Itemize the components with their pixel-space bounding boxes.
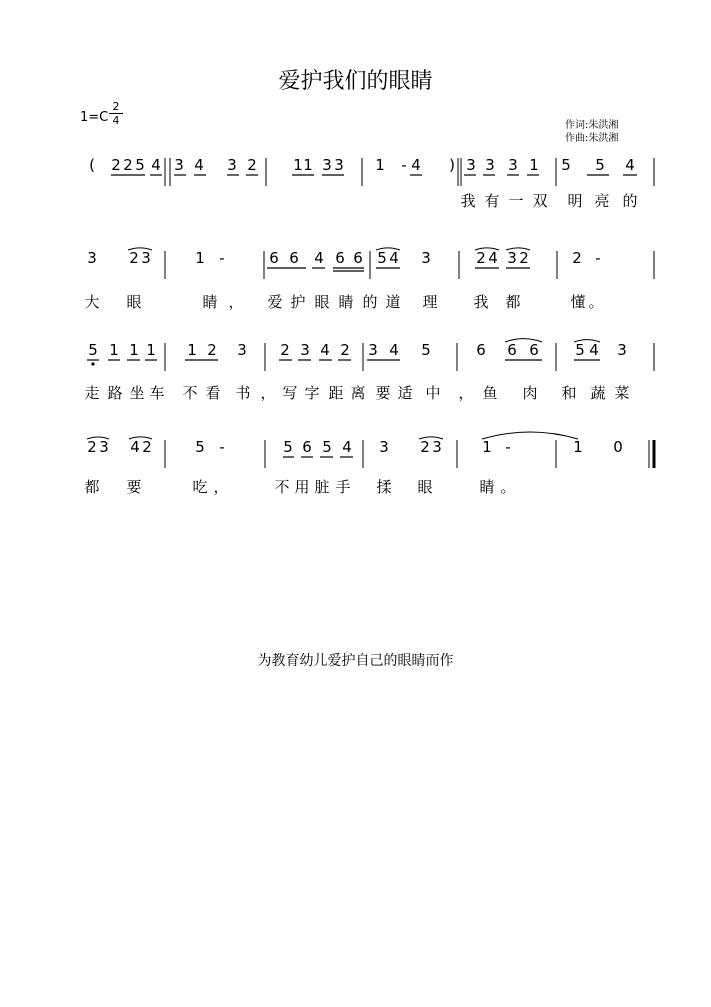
lyric-syllable: 字: [304, 384, 320, 402]
note: 5: [283, 438, 293, 456]
note: 2: [519, 249, 529, 267]
lyric-syllable: 一: [508, 192, 524, 210]
note: 2: [123, 156, 133, 174]
note: 4: [589, 341, 599, 359]
note: 3: [507, 249, 517, 267]
lyric-syllable: 我: [473, 293, 489, 311]
note: 1: [375, 156, 385, 174]
note: 6: [476, 341, 486, 359]
note: 6: [353, 249, 363, 267]
lyric-syllable: 适: [397, 384, 413, 402]
note: 5: [195, 438, 205, 456]
octave-dot: [91, 362, 94, 365]
note: 2: [207, 341, 217, 359]
lyric-syllable: 写: [282, 384, 298, 402]
note: 3: [617, 341, 627, 359]
lyric-syllable: 车: [149, 384, 165, 402]
note: 5: [322, 438, 332, 456]
note: 2: [280, 341, 290, 359]
lyric-syllable: ，: [213, 478, 229, 496]
note: 4: [151, 156, 161, 174]
note: -: [595, 249, 601, 267]
note: -: [505, 438, 511, 456]
lyric-syllable: 蔬: [590, 384, 606, 402]
lyric-syllable: 大: [84, 293, 100, 311]
note: 3: [466, 156, 476, 174]
note: 3: [300, 341, 310, 359]
note: 1: [195, 249, 205, 267]
lyric-syllable: 。: [500, 478, 516, 496]
note: 4: [411, 156, 421, 174]
lyric-syllable: 的: [362, 293, 378, 311]
note: 3: [141, 249, 151, 267]
note: 5: [575, 341, 585, 359]
note: 1: [109, 341, 119, 359]
time-numerator: 2: [109, 100, 123, 114]
lyric-syllable: 护: [290, 293, 306, 311]
note: 5: [88, 341, 98, 359]
note: 4: [342, 438, 352, 456]
key-signature: 1=C: [80, 110, 109, 125]
note: 5: [135, 156, 145, 174]
lyric-syllable: 眼: [417, 478, 433, 496]
note: 2: [572, 249, 582, 267]
note: 2: [87, 438, 97, 456]
note: 2: [247, 156, 257, 174]
note: 3: [87, 249, 97, 267]
note: 5: [595, 156, 605, 174]
note: 4: [625, 156, 635, 174]
note: 2: [420, 438, 430, 456]
lyric-syllable: 睛: [338, 293, 354, 311]
lyric-syllable: 手: [335, 478, 351, 496]
note: 6: [269, 249, 279, 267]
lyric-syllable: 的: [622, 192, 638, 210]
lyric-syllable: 。: [588, 293, 604, 311]
slur: [482, 432, 578, 439]
note: 3: [379, 438, 389, 456]
note: 6: [302, 438, 312, 456]
note: -: [401, 156, 407, 174]
lyric-syllable: 道: [385, 293, 401, 311]
lyric-syllable: 都: [505, 293, 521, 311]
lyric-syllable: 中: [425, 384, 441, 402]
note: 4: [314, 249, 324, 267]
note: 3: [174, 156, 184, 174]
note: 6: [289, 249, 299, 267]
note: 3: [368, 341, 378, 359]
note: 4: [488, 249, 498, 267]
lyric-syllable: 路: [107, 384, 123, 402]
note: 2: [476, 249, 486, 267]
note: 3: [237, 341, 247, 359]
note: 5: [421, 341, 431, 359]
lyric-syllable: 明: [567, 192, 583, 210]
lyric-syllable: 不: [274, 478, 290, 496]
lyric-syllable: ，: [260, 384, 276, 402]
lyric-syllable: 我: [460, 192, 476, 210]
lyric-syllable: 要: [126, 478, 142, 496]
lyric-syllable: 肉: [522, 384, 538, 402]
note: 1: [187, 341, 197, 359]
note: 5: [377, 249, 387, 267]
lyric-syllable: 揉: [376, 478, 392, 496]
note: 3: [432, 438, 442, 456]
lyric-syllable: 双: [532, 192, 548, 210]
lyric-syllable: 距: [328, 384, 344, 402]
note: 1: [129, 341, 139, 359]
note: 4: [389, 341, 399, 359]
lyric-syllable: 睛: [202, 293, 218, 311]
note: 3: [485, 156, 495, 174]
footer-note: 为教育幼儿爱护自己的眼睛而作: [257, 653, 454, 669]
note: 5: [561, 156, 571, 174]
lyric-syllable: 眼: [126, 293, 142, 311]
lyricist-credit: 作词:朱洪湘: [565, 120, 619, 131]
note: 1: [529, 156, 539, 174]
lyric-syllable: 脏: [314, 478, 330, 496]
composer-credit: 作曲:朱洪湘: [565, 133, 619, 144]
note: ): [449, 156, 455, 174]
note: 3: [99, 438, 109, 456]
note: 1: [573, 438, 583, 456]
lyric-syllable: 有: [484, 192, 500, 210]
lyric-syllable: 要: [375, 384, 391, 402]
note: 2: [142, 438, 152, 456]
note: 0: [613, 438, 623, 456]
lyric-syllable: 都: [84, 478, 100, 496]
note: 1: [293, 156, 303, 174]
lyric-syllable: 和: [561, 384, 577, 402]
note: 6: [335, 249, 345, 267]
lyric-syllable: ，: [228, 293, 244, 311]
lyric-syllable: 眼: [314, 293, 330, 311]
lyric-syllable: 用: [294, 478, 310, 496]
note: 4: [130, 438, 140, 456]
lyric-syllable: 看: [205, 384, 221, 402]
note: 1: [303, 156, 313, 174]
lyric-syllable: 懂: [570, 293, 586, 311]
note: 3: [334, 156, 344, 174]
note: 2: [111, 156, 121, 174]
lyric-syllable: 理: [422, 293, 438, 311]
note: 1: [482, 438, 492, 456]
note: 3: [227, 156, 237, 174]
lyric-syllable: 走: [84, 384, 100, 402]
time-denominator: 4: [112, 114, 120, 127]
lyric-syllable: 坐: [129, 384, 145, 402]
note: 4: [194, 156, 204, 174]
lyric-syllable: 不: [182, 384, 198, 402]
lyric-syllable: 吃: [192, 478, 208, 496]
note: 4: [320, 341, 330, 359]
lyric-syllable: 菜: [614, 384, 630, 402]
note: (: [89, 156, 95, 174]
lyric-syllable: 离: [350, 384, 366, 402]
note: -: [219, 249, 225, 267]
note: 3: [421, 249, 431, 267]
lyric-syllable: 书: [235, 384, 251, 402]
lyric-syllable: 爱: [267, 293, 283, 311]
song-title: 爱护我们的眼睛: [278, 69, 433, 94]
note: 1: [146, 341, 156, 359]
note: -: [219, 438, 225, 456]
note: 2: [129, 249, 139, 267]
lyric-syllable: 鱼: [482, 384, 498, 402]
note: 6: [529, 341, 539, 359]
note: 3: [508, 156, 518, 174]
lyric-syllable: ，: [458, 384, 474, 402]
note: 3: [322, 156, 332, 174]
note: 6: [507, 341, 517, 359]
note: 4: [389, 249, 399, 267]
lyric-syllable: 亮: [594, 192, 610, 210]
time-signature: [109, 100, 123, 127]
lyric-syllable: 睛: [479, 478, 495, 496]
note: 2: [340, 341, 350, 359]
